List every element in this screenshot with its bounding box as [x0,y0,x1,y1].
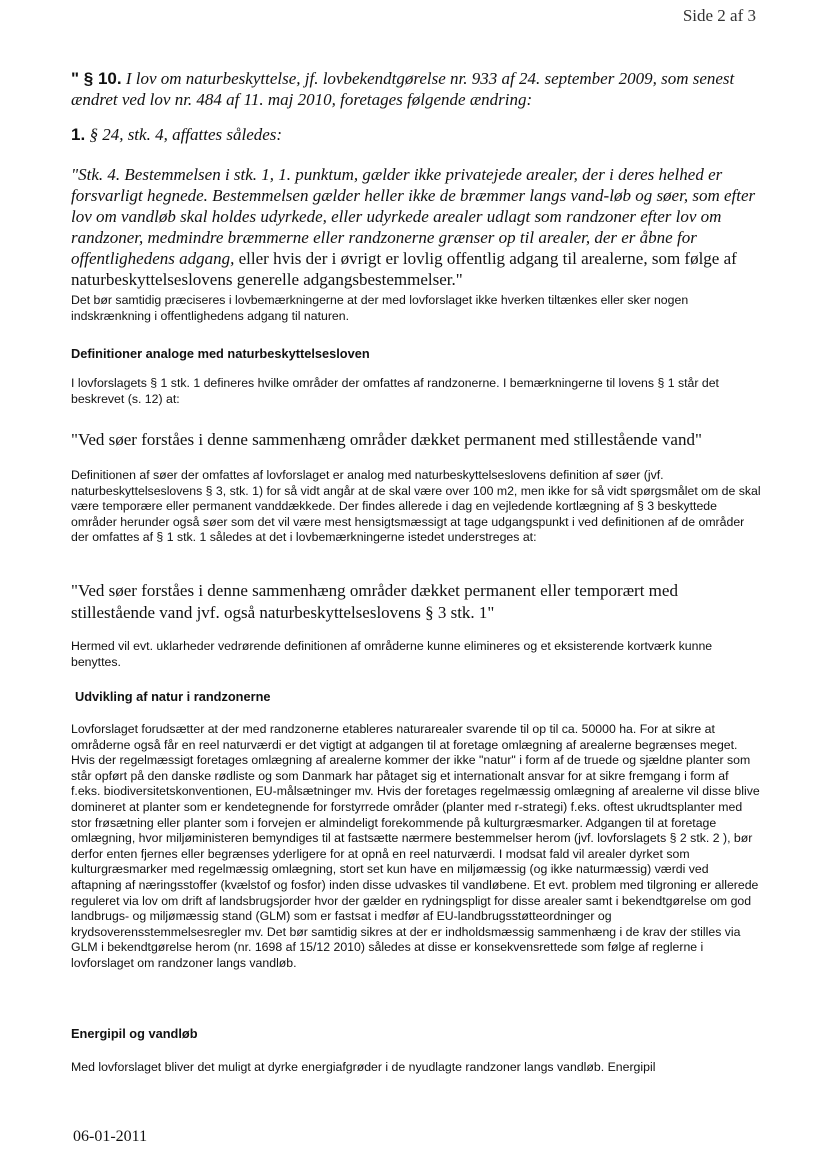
paragraph-energy: Med lovforslaget bliver det muligt at dyrke energiafgrøder i de nyudlagte randzoner langs vandløb. Energipil [71,1060,656,1074]
section-10-paragraph [71,68,761,110]
item-1-lead: 1. [71,125,86,144]
heading-energy: Energipil og vandløb [71,1026,198,1041]
quote-lakes-temporary: "Ved søer forståes i denne sammenhæng områder dækket permanent eller temporært med stillestående vand jvf. også naturbeskyttelseslovens § 3 stk. 1" [71,581,678,622]
footer-date: 06-01-2011 [73,1128,148,1145]
heading-nature: Udvikling af natur i randzonerne [75,689,271,704]
paragraph-unclear: Hermed vil evt. uklarheder vedrørende definitionen af områderne kunne elimineres og et eksisterende kortværk kunne benyttes. [71,639,713,669]
section-10-text: I lov om naturbeskyttelse, jf. lovbekendtgørelse nr. 933 af 24. september 2009, som senest ændret ved lov nr. 484 af 11. maj 2010, foretages følgende ændring: [71,69,735,109]
page-number: Side 2 af 3 [682,6,756,25]
stk-4-quote [71,164,761,290]
item-1-text: § 24, stk. 4, affattes således: [85,125,283,144]
paragraph-precision: Det bør samtidig præciseres i lovbemærkningerne at der med lovforslaget ikke hverken tiltænkes eller sker nogen indskrænkning i offentlighedens adgang til naturen. [71,293,689,323]
section-10-lead: " § 10. [71,69,122,88]
stk-4-italic-text: "Stk. 4. Bestemmelsen i stk. 1, 1. punktum, gælder ikke privatejede arealer, der i deres helhed er forsvarligt hegnede. Bestemmelsen gælder heller ikke de bræmmer langs vand-løb og søer, som efter lov om vandløb skal holdes udyrkede, eller udyrkede arealer udlagt som randzoner efter lov om randzoner, medmindre bræmmerne eller randzonerne grænser op til arealer, der er åbne for offentlighedens adgang, [71,165,756,268]
heading-definitions: Definitioner analoge med naturbeskyttelsesloven [71,346,370,361]
paragraph-nature: Lovforslaget forudsætter at der med randzonerne etableres naturarealer svarende til op til ca. 50000 ha. For at sikre at områderne også får en reel naturværdi er det vigtigt at adgangen til at foretage omlægning af arealerne begrænses meget. Hvis der regelmæssigt foretages omlægning af arealerne kommer der ikke "natur" i form af de truede og sjældne planter som står opført på den danske rødliste og som Danmark har påtaget sig et internationalt ansvar for at sikre fremgang i form af f.eks. biodiversitetskonventionen, EU-målsætninger mv. Hvis der foretages regelmæssig omlægning af arealerne vil disse blive domineret at planter som er kendetegnende for forstyrrede områder (planter med r-strategi) f.eks. oftest ukrudtsplanter med stor frøsætning eller planter som i forvejen er almindeligt forekommende på kulturgræsmarker. Adgangen til at foretage omlægning, hvor miljøministeren bemyndiges til at fastsætte nærmere bestemmelser herom (jvf. lovforslagets § 2 stk. 2 ), bør derfor enten fjernes eller begrænses yderligere for at opnå en reel naturværdi. I modsat fald vil arealer dyrket som kulturgræsmarker med regelmæssig omlægning, stort set kun have en miljømæssig (og ikke naturmæssig) værdi ved aftapning af næringsstoffer (kvælstof og fosfor) inden disse udvaskes til vandløbene. Et evt. problem med tilgroning er allerede reguleret via lov om drift af landsbrugsjorder hvor der gælder en rydningspligt for disse arealer samt i bekendtgørelse om god landbrugs- og miljømæssig stand (GLM) som er fastsat i medfør af EU-landbrugsstøtteordninger og krydsoverensstemmelsesregler mv. Det bør samtidig sikres at der er indholdsmæssig sammenhæng i de krav der stilles via GLM i bekendtgørelse herom (nr. 1698 af 15/12 2010) således at disse er konsekvensrettede som følge af reglerne i lovforslaget om randzoner langs vandløb. [71,722,760,970]
stk-4-normal-text: eller hvis der i øvrigt er lovlig offentlig adgang til arealerne, som følge af naturbeskyttelseslovens generelle adgangsbestemmelser." [71,249,737,289]
item-1-paragraph [71,124,761,145]
paragraph-definitions: I lovforslagets § 1 stk. 1 defineres hvilke områder der omfattes af randzonerne. I bemærkningerne til lovens § 1 står det beskrevet (s. 12) at: [71,376,719,406]
paragraph-definition-detail: Definitionen af søer der omfattes af lovforslaget er analog med naturbeskyttelseslovens definition af søer (jvf. naturbeskyttelseslovens § 3, stk. 1) for så vidt angår at de skal være over 100 m2, men ikke for så vidt spørgsmålet om de skal være temporære eller permanent vanddækkede. Der findes allerede i dag en vejledende kortlægning af § 3 beskyttede områder herunder også søer som det vil være mest hensigtsmæssigt at tage udgangspunkt i ved definitionen af de områder der omfattes af § 1 stk. 1 således at det i lovbemærkningerne istedet understreges at: [71,468,761,545]
quote-lakes-permanent: "Ved søer forståes i denne sammenhæng områder dækket permanent med stillestående vand" [71,430,702,449]
